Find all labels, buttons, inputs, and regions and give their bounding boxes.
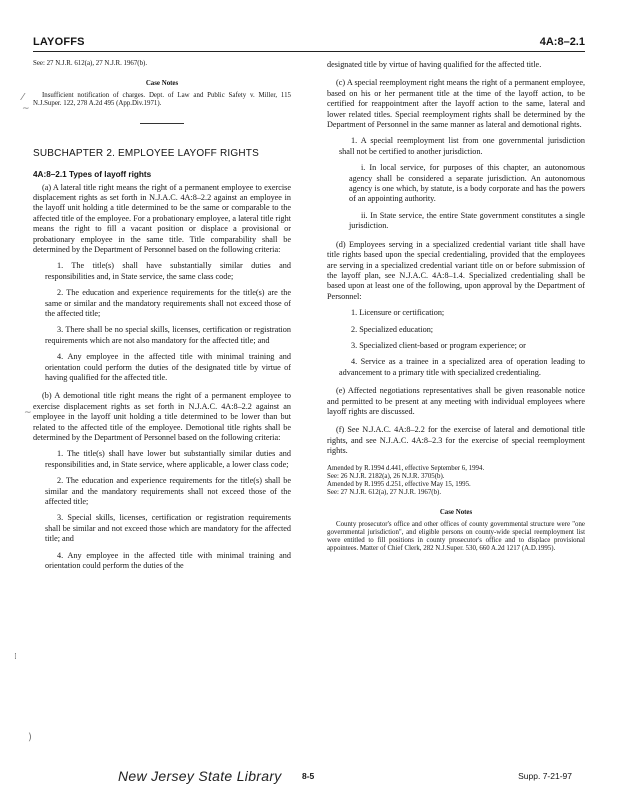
list-item: 3. Specialized client-based or program experience; or (351, 340, 526, 350)
sub-list-item: i. In local service, for purposes of this chapter, an autonomous agency shall be considered a separate jurisdiction. An autonomous agency is one which, by statute, is a body corporate and has the powers of an appointing authority. (349, 163, 585, 204)
paragraph-c: (c) A special reemployment right means the right of a permanent employee, based on his or her permanent title at the time of the layoff action, to be certified for reappointment after the layoff action to the same, lateral and lower related titles. Special reemployment rights shall be determined by the Department of Personnel in the same manner as lateral and demotional rights. (327, 78, 585, 130)
case-note: Insufficient notification of charges. Dept. of Law and Public Safety v. Miller, 115 N.J.Super. 122, 278 A.2d 495 (App.Div.1971). (33, 91, 291, 107)
subchapter-title: SUBCHAPTER 2. EMPLOYEE LAYOFF RIGHTS (33, 147, 259, 159)
paragraph-e: (e) Affected negotiations representatives shall be given reasonable notice and permitted to be present at any meeting with individual employees where layoff rights are discussed. (327, 386, 585, 416)
list-item: 3. Special skills, licenses, certification or registration requirements shall be similar and not exceed those which are mandatory for the affected title; and (45, 513, 291, 544)
paragraph-d: (d) Employees serving in a specialized credential variant title shall have title rights based upon the special credentialing, provided that the employees are serving in a specialized credential variant title on or before submission of the layoff plan, see N.J.A.C. 4A:8–1.4. Specialized credentialing shall be based upon at least one of the following, upon approval by the Department of Personnel: (327, 239, 585, 301)
page-number: 8-5 (302, 771, 315, 781)
list-item: 1. The title(s) shall have lower but substantially similar duties and responsibilities and, in State service, where applicable, a lower class code; (45, 449, 291, 469)
list-item: 2. Specialized education; (351, 324, 434, 334)
paragraph-f: (f) See N.J.A.C. 4A:8–2.2 for the exercise of lateral and demotional title rights, and see N.J.A.C. 4A:8–2.3 for the exercise of special reemployment rights. (327, 425, 585, 456)
source-note: See: 27 N.J.R. 612(a), 27 N.J.R. 1967(b). (33, 60, 148, 67)
left-column (33, 60, 291, 572)
margin-mark-icon: ⁞ (14, 652, 17, 662)
right-column (327, 60, 585, 553)
header-section-number: 4A:8–2.1 (539, 36, 585, 48)
margin-mark-icon: ⁄ (22, 92, 24, 103)
case-notes-heading: Case Notes (145, 80, 179, 88)
margin-mark-icon: ~ (24, 408, 32, 418)
list-item: 1. Licensure or certification; (351, 308, 445, 318)
list-item: 3. There shall be no special skills, licenses, certification or registration requirements which are not also mandatory for the affected title; and (45, 325, 291, 345)
amendment-line: Amended by R.1995 d.251, effective May 15, 1995. (327, 481, 471, 488)
list-item: 4. Service as a trainee in a specialized area of operation leading to advancement to a primary title with specialized credentialing. (339, 357, 585, 377)
supplement-date: Supp. 7-21-97 (518, 771, 572, 781)
list-item: 2. The education and experience requirements for the title(s) are the same or similar and the mandatory requirements shall not exceed those of the affected title; (45, 288, 291, 318)
section-title: 4A:8–2.1 Types of layoff rights (33, 170, 152, 180)
amendment-line: Amended by R.1994 d.441, effective September 6, 1994. (327, 464, 485, 472)
separator-rule (140, 123, 184, 124)
case-note: County prosecutor's office and other offices of county governmental structure were "one governmental jurisdiction", and eligible persons on county-wide special reemployment list were entitled to fill positions in county prosecutor's office and to displace provisional appointees. Matter of Chief Clerk, 282 N.J.Super. 530, 660 A.2d 1217 (A.D.1995). (327, 520, 585, 553)
sub-list-item: ii. In State service, the entire State government constitutes a single jurisdiction. (349, 210, 585, 231)
margin-mark-icon: ~ (22, 104, 30, 114)
list-item: 2. The education and experience requirements for the title(s) shall be similar and the mandatory requirements shall not exceed those of the affected title; (45, 476, 291, 507)
amendment-history (327, 465, 585, 498)
case-notes-heading: Case Notes (439, 509, 473, 517)
continuation-text: designated title by virtue of having qualified for the affected title. (327, 60, 542, 69)
amendment-line: See: 26 N.J.R. 2182(a), 26 N.J.R. 3705(b). (327, 472, 445, 480)
list-item: 1. A special reemployment list from one governmental jurisdiction shall not be certified to another jurisdiction. (339, 136, 585, 156)
header-rule (33, 51, 585, 52)
list-item: 4. Any employee in the affected title with minimal training and orientation could perform the duties of the designated title by virtue of having qualified for the affected title. (45, 352, 291, 382)
paragraph-a: (a) A lateral title right means the right of a permanent employee to exercise displacement rights as set forth in N.J.A.C. 4A:8–2.2 against an employee in the layoff unit holding a title determined to be the same or comparable to the affected title of the employee. For a probationary employee, a lateral title right means the right to fill a vacant position or displace a provisional or probationary employee in the same title. Title comparability shall be determined by the Department of Personnel based on the following criteria: (33, 182, 291, 254)
margin-mark-icon: ) (28, 732, 32, 743)
list-item: 4. Any employee in the affected title with minimal training and orientation could perform the duties of the (45, 550, 291, 571)
list-item: 1. The title(s) shall have substantially similar duties and responsibilities and, in State service, the same class code; (45, 261, 291, 281)
library-stamp: New Jersey State Library (118, 768, 282, 784)
paragraph-b: (b) A demotional title right means the right of a permanent employee to exercise displacement rights as set forth in N.J.A.C. 4A:8–2.2 against an employee in the layoff unit holding a title determined to be lower than but related to the affected title of the employee. Demotional title rights shall be determined by the Department of Personnel based on the following criteria: (33, 391, 291, 443)
amendment-line: See: 27 N.J.R. 612(a), 27 N.J.R. 1967(b). (327, 489, 442, 497)
running-header (33, 34, 585, 50)
page-footer (0, 768, 618, 792)
header-chapter-title: LAYOFFS (33, 36, 85, 48)
